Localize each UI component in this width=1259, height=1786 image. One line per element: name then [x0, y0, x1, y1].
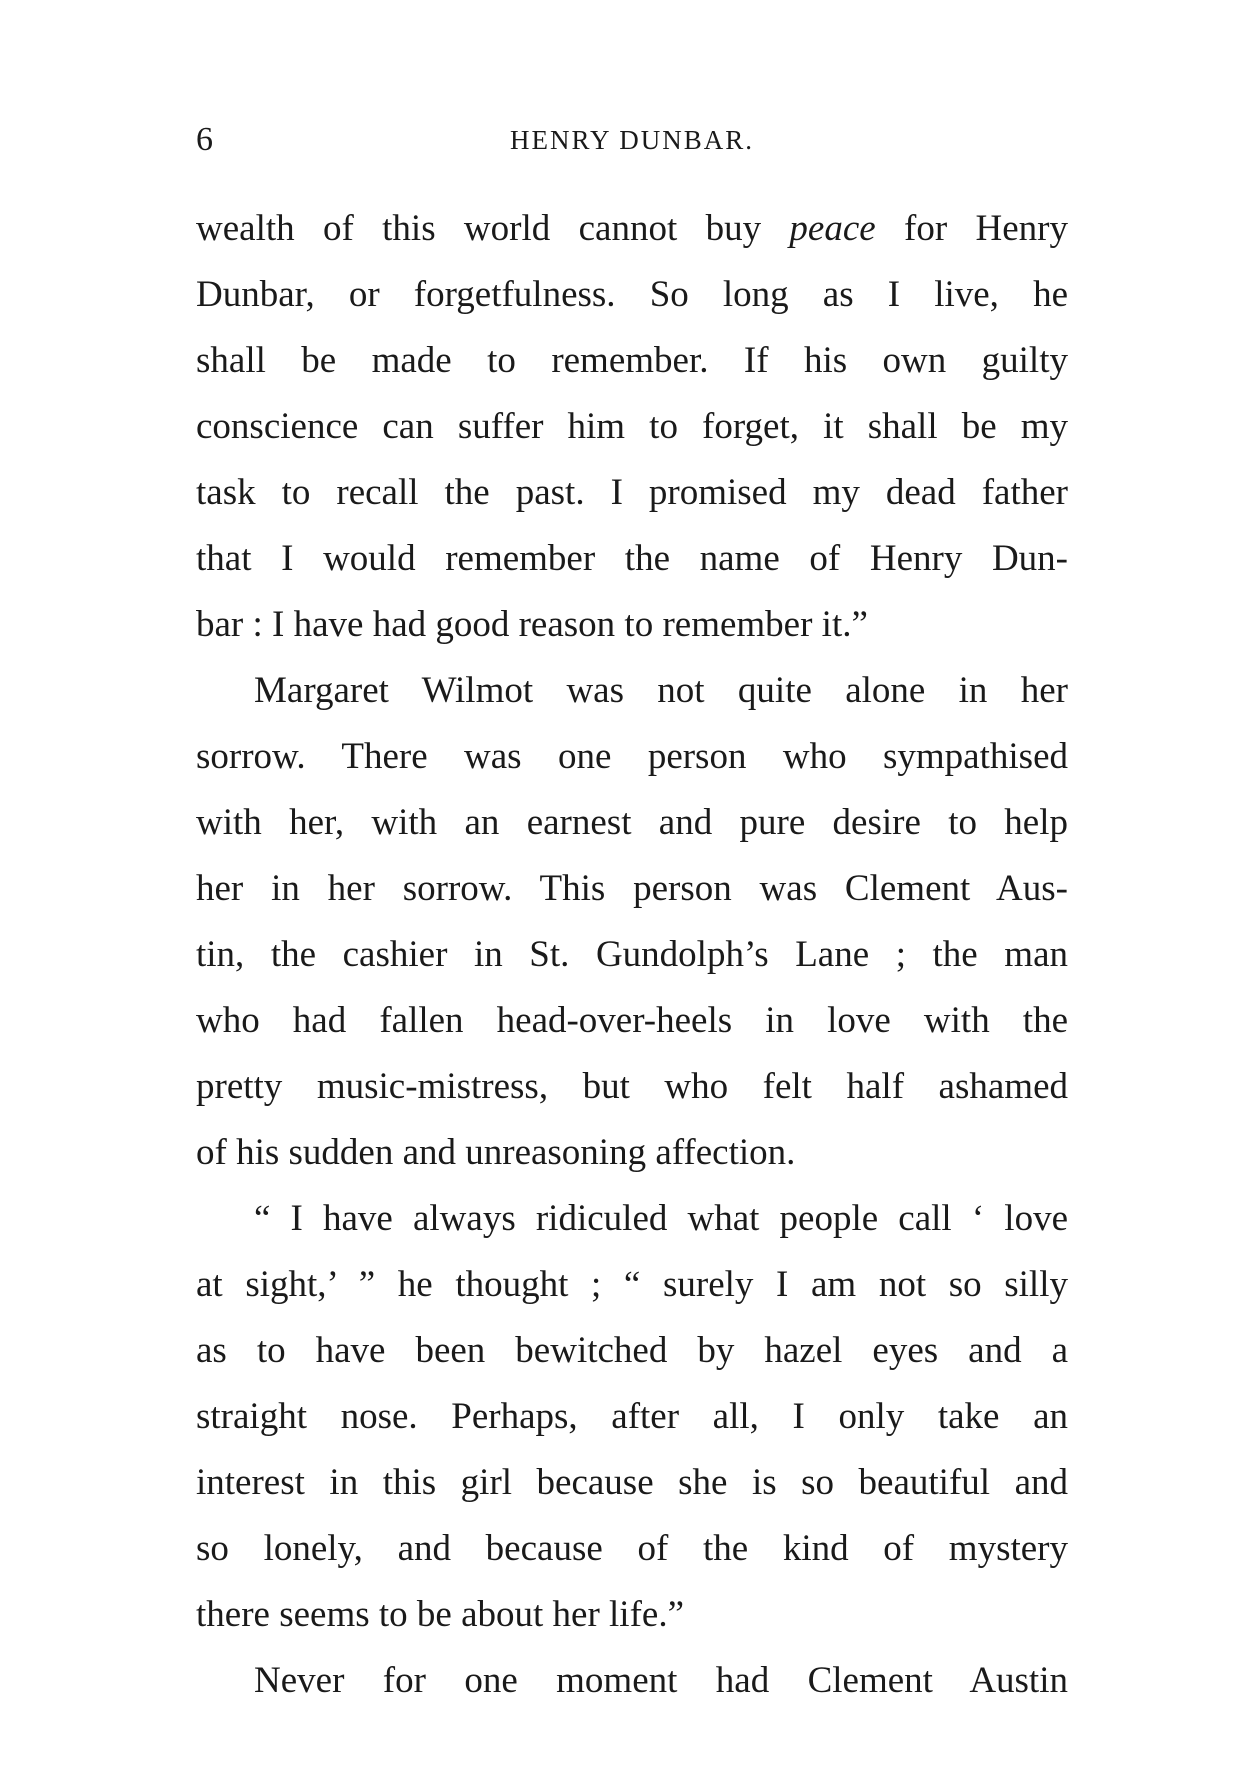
text-line: as to have been bewitched by hazel eyes and a	[196, 1330, 1068, 1371]
text-line: task to recall the past. I promised my dead father	[196, 472, 1068, 513]
text-line: sorrow. There was one person who sympathised	[196, 736, 1068, 777]
text-line: bar : I have had good reason to remember it.”	[196, 604, 868, 645]
text-line: her in her sorrow. This person was Clement Aus-	[196, 868, 1068, 909]
text-line: there seems to be about her life.”	[196, 1594, 684, 1635]
running-title: HENRY DUNBAR.	[509, 125, 755, 155]
body-text	[196, 196, 1068, 1714]
text-line: of his sudden and unreasoning affection.	[196, 1132, 796, 1173]
text-line: interest in this girl because she is so beautiful and	[196, 1462, 1068, 1503]
text-line: straight nose. Perhaps, after all, I only take an	[196, 1396, 1068, 1437]
page-number: 6	[196, 121, 213, 158]
text-line: with her, with an earnest and pure desire to help	[196, 802, 1068, 843]
text-line: Dunbar, or forgetfulness. So long as I live, he	[196, 274, 1068, 315]
text-line: Never for one moment had Clement Austin	[254, 1660, 1068, 1701]
text-line: that I would remember the name of Henry Dun-	[196, 538, 1068, 579]
text-line: conscience can suffer him to forget, it shall be my	[196, 406, 1068, 447]
text-line: wealth of this world cannot buy peace for Henry	[196, 208, 1068, 249]
page-header	[196, 118, 1068, 162]
text-line: tin, the cashier in St. Gundolph’s Lane ; the man	[196, 934, 1068, 975]
text-line: pretty music-mistress, but who felt half ashamed	[196, 1066, 1068, 1107]
text-line: who had fallen head-over-heels in love with the	[196, 1000, 1068, 1041]
text-line: Margaret Wilmot was not quite alone in her	[254, 670, 1068, 711]
text-line: shall be made to remember. If his own guilty	[196, 340, 1068, 381]
text-line: “ I have always ridiculed what people call ‘ love	[254, 1198, 1068, 1239]
text-line: so lonely, and because of the kind of mystery	[196, 1528, 1068, 1569]
text-line: at sight,’ ” he thought ; “ surely I am not so silly	[196, 1264, 1068, 1305]
